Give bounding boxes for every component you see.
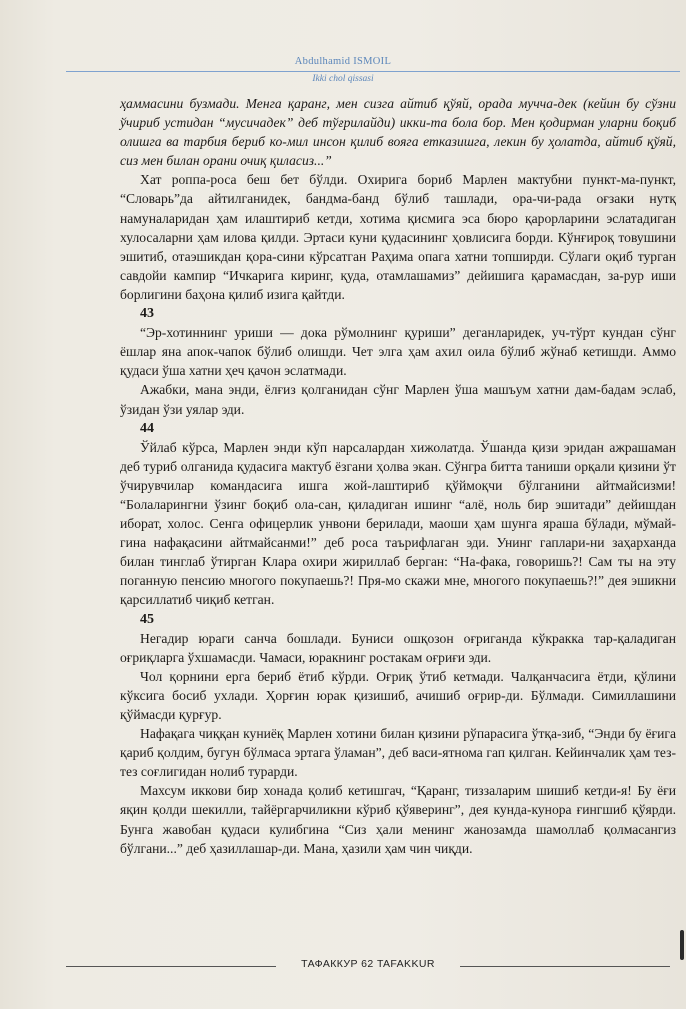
- header-author: Abdulhamid ISMOIL: [294, 56, 392, 67]
- section-44: [120, 419, 676, 610]
- section-paragraph: Ўйлаб кўрса, Марлен энди кўп нарсалардан хижолатда. Ўшанда қизи эридан ажрашаман деб туриб олганида қудасига мактуб ёзгани ҳолва экан. Сўнгра битта таниши орқали қизини ўт ўчирувчилар командасига ишга жой-лаштириб қўймоқчи бўлганини айтмайсизми! “Болаларингни ўзинг боқиб ола-сан, қиладиган ишинг “алё, ноль бир эшитади” дейишдан иборат, холос. Сенга офицерлик унвони берилади, маоши ҳам шунга яраша бўлади, мўмай-гина нафақасини айтмайсанми!” деб роса таърифлаган эди. Унинг гаплари-ни заҳархандa билан тинглаб ўтирган Клара охири жириллаб берган: “На-фака, говоришь?! Сам ты на эту поганную пенсию многого покупаешь?! Пря-мо скажи мне, многого покупаешь?!” дея эшикни қарсиллатиб чиқиб кетган.: [120, 439, 676, 608]
- section-paragraph: Ажабки, мана энди, ёлғиз қолганидан сўнг Марлен ўша машъум хатни дам-бадам эслаб, ўзидан ўзи уялар эди.: [120, 382, 676, 417]
- section-number: 45: [140, 611, 154, 627]
- header-subtitle: Ikki chol qissasi: [312, 74, 374, 84]
- section-paragraph: Чол қорнини ерга бериб ётиб кўрди. Оғриқ ўтиб кетмади. Чалқанчасига ётди, қўлини кўксига босиб ухлади. Ҳорғин юрак қизишиб, ачишиб оғрир-ди. Бўлмади. Симиллашини қўймасди қурғур.: [120, 668, 676, 722]
- section-number: 44: [140, 420, 154, 436]
- intro-italic-paragraph: ҳаммасини бузмади. Менга қаранг, мен сизга айтиб қўяй, орада мучча-дек (кейин бу сўзни ўчириб устидан “мусичадек” деб тўғрилайди) икки-та бола бор. Мен қодирман уларни боқиб олишга ва тарбия бериб ко-мил инсон қилиб вояга етказишга, лекин бу ҳолатда, айтиб қўяй, сиз мен билан орани очиқ қиласиз...”: [120, 96, 676, 169]
- page-text: [120, 94, 676, 858]
- section-45: [120, 610, 676, 858]
- section-paragraph: Негадир юраги санча бошлади. Буниси ошқозон оғриганда кўкракка тар-қаладиган оғриқларга ўхшамасди. Чамаси, юракнинг ростакам оғриғи эди.: [120, 630, 676, 665]
- section-paragraph: Нафақага чиққан куниёқ Марлен хотини билан қизини рўпарасига ўтқа-зиб, “Энди бу ёғига қариб қолдим, бугун бўлмаса эртага ўламан”, деб васи-ятнома гап қилган. Кейинчалик ҳам тез-тез соғлигидан нолиб турарди.: [120, 726, 676, 780]
- footer-rule-right: [460, 966, 670, 967]
- section-number: 43: [140, 306, 154, 322]
- page-edge-mark: [680, 930, 684, 960]
- page-footer: [66, 958, 670, 972]
- header-rule: [66, 71, 680, 72]
- section-paragraph: “Эр-хотиннинг уриши — дока рўмолнинг қуриши” деганларидек, уч-тўрт кундан сўнг ёшлар яна апок-чапок бўлиб олишди. Чет элга ҳам ахил оила бўлиб жўнаб кетишди. Аммо қудаси ўша хатни ҳеч қачон эслатмади.: [120, 325, 676, 379]
- section-43: [120, 304, 676, 419]
- section-paragraph: Махсум иккови бир хонада қолиб кетишгач, “Қаранг, тиззаларим шишиб кетди-я! Бу ёғи яқин қолди шекилли, тайёргарчиликни кўриб қўяверинг”, дея кунда-кунора ғингшиб қўярди. Бунга жавобан қудаси кулибгина “Сиз ҳали менинг жанозамда шамоллаб қолмасангиз бўлгани...” деб ҳазиллашар-ди. Мана, ҳазили ҳам чин чиқди.: [120, 783, 676, 856]
- footer-page-label: ТАФАККУР 62 TAFAKKUR: [301, 958, 435, 970]
- intro-paragraph: Хат роппа-роса беш бет бўлди. Охирига бориб Марлен мактубни пункт-ма-пункт, “Словарь”да айтилганидек, бандма-банд бўлиб ташлади, ора-чи-рада оғзаки нутқ намуналаридан ҳам илаштириб кетди, хотима қисмига эса бюро қарорларини эслатадиган хулосаларни ҳам илова қилди. Эртаси куни қудасининг ҳовлисига борди. Кўнғироқ товушини эшитиб, отаэшикдан қора-сини кўрсатган Раҳима опага хатни топширди. Сўлаги оқиб турган савдойи кампир “Ичкарига киринг, қуда, отамлашамиз” дейишига қарамасдан, за-рур иши борлигини баҳона қилиб изига қайтди.: [120, 172, 676, 302]
